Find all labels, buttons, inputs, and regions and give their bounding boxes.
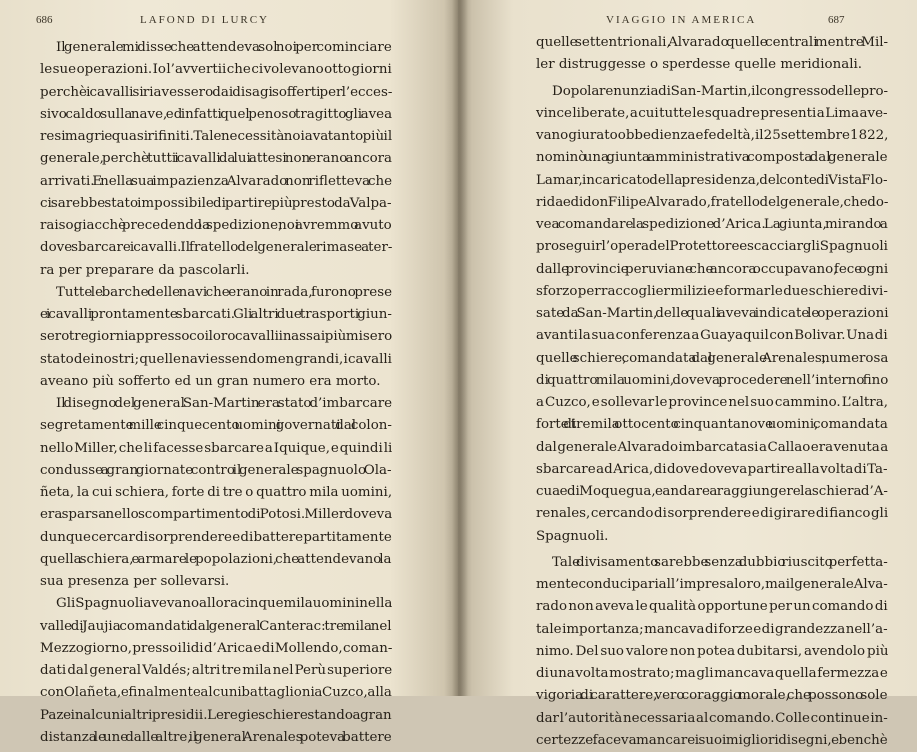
text-line: vigoria di carattere, vero coraggio morale, che possono sole [536, 688, 888, 704]
text-line: rida e di don Filipe Alvarado, fratello del generale, che do- [536, 194, 889, 210]
text-line: ñeta, la cui schiera, forte di tre o quattro mila uomini, [40, 485, 393, 500]
left-page-number: 686 [36, 14, 53, 26]
text-line: certezze faceva mancare i suoi migliori disegni, e benchè [536, 732, 888, 748]
text-line: Gli Spagnuoli avevano allora cinque mila uomini nella [56, 596, 393, 612]
text-line: sate da San-Martin, delle quali aveva indicate le operazioni [536, 306, 889, 321]
text-line: proseguir l’opera del Protettore e scacciar gli Spagnuoli [536, 239, 888, 255]
text-line: vano giurato obbedienza e fedeltà, il 25 settembre 1822, [536, 128, 889, 143]
text-line: rado non aveva le qualità opportune per un comando di [536, 599, 888, 615]
right-page-body [536, 32, 888, 752]
text-line: vince liberate, a cui tutte le squadre presenti a Lima ave- [536, 105, 888, 121]
right-page [458, 0, 917, 748]
text-line: arrivati. E nella sua impazienza Alvarado non rifletteva che [40, 173, 393, 189]
text-line: tale importanza; mancava di forze e di grandezza nell’a- [536, 621, 888, 637]
left-page [0, 0, 458, 745]
right-running-title: VIAGGIO IN AMERICA [606, 14, 757, 26]
text-line: Tutte le barche delle navi che erano in rada, furono prese [56, 284, 393, 300]
text-line: generale, perchè tutti i cavalli da lui attesi non erano ancora [40, 151, 393, 167]
text-line: a Cuzco, e sollevar le province nel suo cammino. L’altra, [536, 395, 888, 410]
text-line: dati dal general Valdés; altri tre mila nel Perù superiore [40, 663, 393, 678]
text-line: valle di Jaujia comandati dal general Canterac: tre mila nel [40, 618, 392, 634]
text-line: distanza le une dalle altre, il general Arenales poteva battere [40, 729, 392, 745]
text-line: sero tre giorni appresso coi loro cavalli in assai più misero [40, 329, 393, 345]
text-line: di una volta mostrato; ma gli mancava quella fermezza e [536, 666, 888, 681]
text-line: dalle provincie peruviane che ancora occupavano, fece ogni [536, 261, 889, 277]
text-line: sbarcare ad Arica, di dove doveva partire alla volta di Ta- [536, 461, 888, 477]
text-line: nello Miller, che li facesse sbarcare a Iquique, e quindi li [40, 440, 393, 456]
text-line: aveano più sofferto ed un gran numero era morto. [40, 373, 381, 389]
text-line: Tale divisamento sarebbe senza dubbio riuscito perfetta- [552, 554, 888, 570]
text-line: stato dei nostri; quelle navi essendo men grandi, i cavalli [40, 351, 392, 367]
text-line: le sue operazioni. Io l’avvertii che ci volevano otto giorni [40, 62, 392, 78]
text-line: dove sbarcare i cavalli. Il fratello del generale rimase a ter- [40, 240, 393, 256]
left-page-body [40, 37, 392, 749]
text-line: dunque cercar di sorprendere e di battere partitamente [40, 529, 392, 545]
text-line: condusse a gran giornate contro il generale spagnuolo Ola- [40, 462, 392, 478]
text-line: ler distruggesse o sperdesse quelle meridionali. [536, 57, 863, 73]
text-line: quella schiera, e armare le popolazioni, che attendevano la [40, 551, 392, 567]
text-line: dal generale Alvarado imbarcatasi a Callao era venuta a [536, 439, 889, 455]
right-page-header [606, 14, 906, 30]
text-line: renales, cercando di sorprendere e di girare di fianco gli [536, 506, 889, 522]
text-line: Il generale mi disse che attendeva sol noi per cominciare [56, 40, 392, 55]
text-line: resi magri e quasi rifiniti. Tale necessità noiava tanto più il [40, 129, 393, 144]
text-line: Paz e in alcuni altri presidii. Le regie schiere stando a gran [40, 707, 392, 723]
left-running-title: LAFOND DI LURCY [140, 14, 269, 26]
left-page-header [36, 14, 436, 30]
text-line: Spagnuoli. [536, 528, 609, 544]
text-line: nimo. Del suo valore non potea dubitarsi, avendolo più [536, 643, 889, 659]
text-line: raiso, giacchè precedendo la spedizione, noi avremmo avuto [40, 218, 392, 233]
text-line: forte di tremila ottocento cinquantanove uomini, comandata [536, 417, 888, 433]
text-line: e i cavalli prontamente sbarcati. Gli altri due trasporti giun- [40, 307, 392, 322]
text-line: ci sarebbe stato impossibile di partire più presto da Valpa- [40, 195, 392, 211]
text-line: Mezzogiorno, presso i lidi d’ Arica e di Mollendo, coman- [40, 640, 393, 656]
text-line: con Olañeta, e finalmente alcuni battaglioni a Cuzco, alla [40, 685, 392, 701]
text-line: quelle schiere, comandata dal generale Arenales, numerosa [536, 350, 889, 366]
text-line: Il disegno del general San-Martin era stato d’imbarcare [56, 396, 393, 411]
text-line: sua presenza per sollevarsi. [40, 574, 230, 589]
text-line: Dopo la renunzia di San-Martin, il congresso delle pro- [552, 83, 889, 99]
text-line: ra per preparare da pascolarli. [40, 262, 250, 278]
text-line: di quattro mila uomini, doveva procedere nell’interno fino [536, 372, 889, 388]
text-line: quelle settentrionali, Alvarado quelle centrali mentre Mil- [536, 35, 889, 50]
book-gutter [452, 0, 468, 696]
text-line: mente con duci pari all’impresa loro, ma il generale Alva- [536, 577, 888, 592]
text-line: sivo caldo sulla nave, ed infatti quel penoso tragitto gli avea [40, 106, 393, 122]
text-line: avanti la sua conferenza a Guayaquil con Bolivar. Una di [536, 328, 888, 344]
text-line: dar l’autorità necessaria al comando. Colle continue in- [536, 710, 888, 726]
text-line: sforzo per raccoglier milizie e formar le due schiere divi- [536, 283, 888, 299]
text-line: cua e di Moquegua, e andare a raggiungere la schiera d’A- [536, 484, 888, 499]
text-line: era sparsa nello scompartimento di Potosi. Miller doveva [40, 507, 393, 523]
text-line: nominò una giunta amministrativa composta dal generale [536, 150, 888, 166]
text-line: segretamente mille cinquecento uomini governati dal colon- [40, 418, 392, 434]
right-page-number: 687 [828, 14, 845, 26]
text-line: Lamar, incaricato della presidenza, del conte di Vista Flo- [536, 172, 888, 188]
text-line: perchè i cavalli si riavessero dai disagi sofferti per l’ecces- [40, 84, 393, 100]
text-line: vea comandare la spedizione d’Arica. La giunta, mirando a [536, 217, 888, 232]
